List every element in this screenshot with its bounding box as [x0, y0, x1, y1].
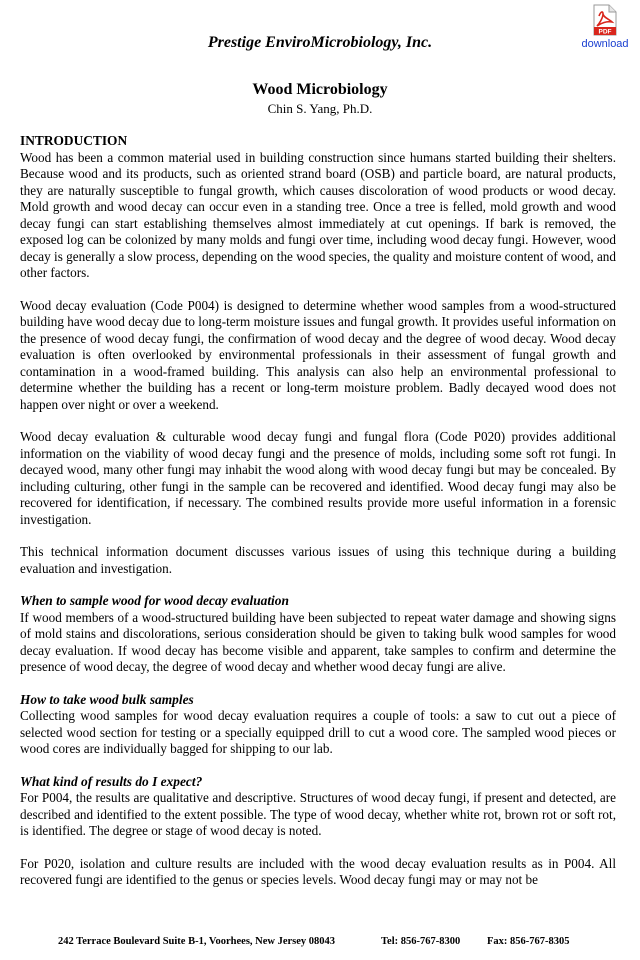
section-heading: What kind of results do I expect? — [20, 773, 203, 789]
paragraph: This technical information document discusses various issues of using this technique during a building evaluation and investigation. — [20, 544, 616, 576]
section-body: For P004, the results are qualitative and descriptive. Structures of wood decay fungi, if present and detected, are described and identified to the extent possible. The type of wood decay, whether white rot, brown rot or soft rot, is identified. The degree or stage of wood decay is noted. — [20, 790, 616, 838]
intro-heading: INTRODUCTION — [20, 133, 128, 148]
paragraph: For P020, isolation and culture results are included with the wood decay evaluation results as in P004. All recovered fungi are identified to the genus or species levels. Wood decay fungi may or may not be — [20, 855, 616, 887]
footer-phone: Tel: 856-767-8300 — [381, 936, 461, 947]
section-body: Collecting wood samples for wood decay evaluation requires a couple of tools: a saw to cut out a piece of selected wood section for testing or a specially equipped drill to cut a wood core. The sampled wood pieces or wood cores are individually bagged for shipping to our lab. — [20, 708, 616, 756]
document-body — [20, 133, 616, 905]
paragraph: Wood decay evaluation & culturable wood decay fungi and fungal flora (Code P020) provides additional information on the viability of wood decay fungi and the presence of molds, including some soft rot fungi. In decayed wood, many other fungi may inhabit the wood along with wood decay fungi but may be concealed. By including culturing, other fungi in the sample can be recovered and identified. Wood decay fungi may also be recovered for identification, if necessary. The combined results provide more useful information in a forensic investigation. — [20, 429, 616, 527]
pdf-download[interactable] — [578, 4, 632, 50]
paragraph: Wood has been a common material used in building construction since humans started building their shelters. Because wood and its products, such as oriented strand board (OSB) and particle board, are natural products, they are naturally susceptible to fungal growth, which causes discoloration of wood products or wood decay. Mold growth and wood decay can occur even in a standing tree. Once a tree is felled, mold growth and wood decay fungi can start establishing themselves almost immediately at cut openings. If bark is removed, the exposed log can be colonized by many molds and fungi over time, including wood decay fungi. However, wood decay is generally a slow process, depending on the wood species, the quality and moisture content of wood, and other factors. — [20, 149, 616, 280]
pdf-icon-label: PDF — [598, 28, 612, 36]
document-title: Wood Microbiology — [252, 81, 388, 98]
document-author: Chin S. Yang, Ph.D. — [267, 101, 373, 116]
company-header: Prestige EnviroMicrobiology, Inc. — [207, 34, 433, 51]
paragraph: Wood decay evaluation (Code P004) is designed to determine whether wood samples from a wood-structured building have wood decay due to long-term moisture issues and fungal growth. It provides useful information on the presence of wood decay fungi, the confirmation of wood decay and the degree of wood decay. Wood decay evaluation is often overlooked by environmental professionals in their assessment of fungal growth and contamination in a wood-framed building. This analysis can also help an environmental professional to determine whether the building has a recent or long-term moisture problem. Badly decayed wood does not happen over night or over a weekend. — [20, 297, 616, 412]
pdf-file-icon[interactable] — [592, 4, 618, 36]
footer-fax: Fax: 856-767-8305 — [487, 936, 570, 947]
section-heading: How to take wood bulk samples — [20, 691, 194, 707]
footer-address: 242 Terrace Boulevard Suite B-1, Voorhees, New Jersey 08043 — [58, 936, 336, 947]
section-body: If wood members of a wood-structured building have been subjected to repeat water damage and showing signs of mold stains and discolorations, serious consideration should be given to taking bulk wood samples for wood decay evaluation. If wood decay has become visible and apparent, take samples to confirm and determine the presence of wood decay, the degree of wood decay and whether wood decay fungi are alive. — [20, 609, 616, 674]
section-heading: When to sample wood for wood decay evaluation — [20, 593, 289, 608]
download-link[interactable]: download — [581, 38, 629, 50]
